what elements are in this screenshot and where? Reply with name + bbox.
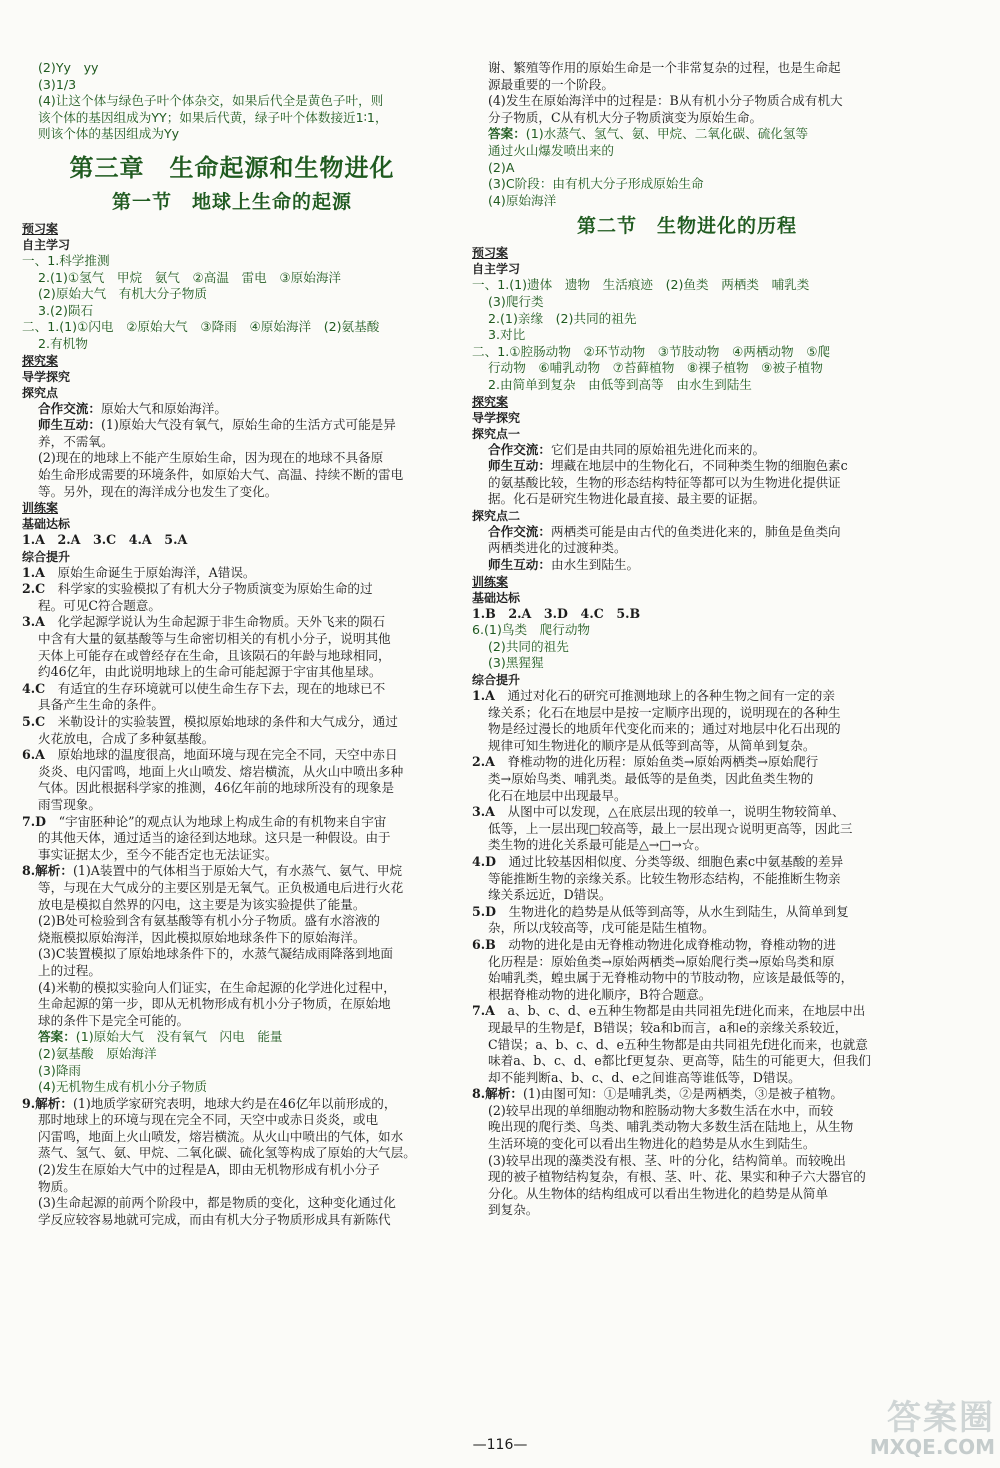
text-line: 味着a、b、c、d、e都比f更复杂、更高等，陆生的可能更大，但我们 — [488, 1053, 871, 1069]
text-line: C错误；a、b、c、d、e五种生物都是由共同祖先f进化而来，也就意 — [488, 1036, 868, 1052]
text-line: 物质。 — [38, 1178, 76, 1194]
watermark-url: MXQE.COM — [869, 1435, 995, 1459]
section-label: 训练案 — [22, 501, 59, 516]
item-key: 3.A — [22, 614, 45, 630]
text-line: (3)较早出现的藻类没有根、茎、叶的分化，结构简单。而较晚出 — [488, 1152, 846, 1168]
item-key: 5.D — [472, 903, 497, 919]
text-line: 放电是模拟自然界的闪电，这主要是为该实验提供了能量。 — [38, 896, 366, 912]
text-line: 二、1.①腔肠动物 ②环节动物 ③节肢动物 ④两栖动物 ⑤爬 — [472, 343, 831, 359]
text-line: 2.有机物 — [38, 335, 88, 351]
subsection-heading: 探究点二 — [472, 508, 521, 523]
text-line: 中含有大量的氨基酸等与生命密切相关的有机小分子，说明其他 — [38, 631, 391, 647]
text-line: 事实证据太少，至今不能否定也无法证实。 — [38, 846, 278, 862]
text-line: 分化。从生物体的结构组成可以看出生物进化的趋势是从简单 — [488, 1185, 829, 1201]
text-line: 始哺乳类，蝗虫属于无脊椎动物中的节肢动物，应该是最低等的， — [488, 970, 854, 986]
text-line: 1.A 2.A 3.C 4.A 5.A — [22, 532, 188, 548]
text-line: 天体上可能存在或曾经存在生命，且该陨石的年龄与地球相同， — [38, 647, 391, 663]
text-line: 答案：(1)原始大气 没有氧气 闪电 能量 — [38, 1029, 283, 1045]
subsection-heading: 自主学习 — [472, 262, 521, 277]
text-line: (3)降雨 — [38, 1062, 82, 1078]
watermark-mark: 答案圈 — [887, 1398, 995, 1438]
text-line: 缘关系远近，D错误。 — [488, 887, 612, 903]
item-key: 7.A — [472, 1003, 495, 1019]
text-line: 师生互动：由水生到陆生。 — [488, 557, 640, 573]
text-line: (4)发生在原始海洋中的过程是：B从有机小分子物质合成有机大 — [488, 93, 843, 109]
chapter-title: 第三章 生命起源和生物进化 — [69, 153, 395, 182]
text-line: 杂，所以戊较高等，戊可能是陆生植物。 — [488, 920, 715, 936]
text-line: 类→原始鸟类、哺乳类。最低等的是鱼类，因此鱼类生物的 — [488, 771, 814, 786]
text-line: 蒸气、氢气、氨、甲烷、二氧化碳、硫化氢等构成了原始的大气层。 — [38, 1145, 416, 1161]
text-line: 8.解析：(1)A装置中的气体相当于原始大气，有水蒸气、氨气、甲烷 — [22, 863, 403, 879]
subsection-heading: 导学探究 — [22, 369, 71, 384]
text-line: 分子物质，C从有机大分子物质演变为原始生命。 — [488, 109, 763, 125]
text-line: (2)现在的地球上不能产生原始生命，因为现在的地球不具备原 — [38, 450, 384, 466]
text-line: 的氨基酸比较，生物的形态结构特征等都可以为生物进化提供证 — [488, 474, 841, 490]
item-key: 6.A — [22, 747, 45, 763]
text-line: 9.解析：(1)地质学家研究表明，地球大约是在46亿年以前形成的， — [22, 1095, 397, 1111]
text-line: (2)Yy yy — [38, 60, 99, 75]
item-key: 5.C — [22, 714, 46, 730]
text-line: 师生互动：(1)原始大气没有氧气，原始生命的生活方式可能是异 — [38, 417, 396, 433]
text-line: 炎炎、电闪雷鸣，地面上火山喷发、熔岩横流，从火山中喷出多种 — [38, 763, 404, 779]
text-line: (4)无机物生成有机小分子物质 — [38, 1079, 207, 1095]
text-line: 规律可知生物进化的顺序是从低等到高等，从简单到复杂。 — [488, 737, 816, 753]
text-line: 师生互动：埋藏在地层中的生物化石，不同种类生物的细胞色素c — [488, 458, 848, 474]
text-line: 生活环境的变化可以看出生物进化的趋势是从水生到陆生。 — [488, 1136, 816, 1152]
item-key: 2.C — [22, 581, 46, 597]
item-key: 9.解析： — [22, 1095, 73, 1111]
text-line: 5.C 米勒设计的实验装置，模拟原始地球的条件和大气成分，通过 — [22, 714, 398, 730]
text-line: 等能推断生物的亲缘关系。比较生物形态结构，不能推断生物亲 — [488, 870, 841, 886]
text-line: 雨雪现象。 — [38, 797, 101, 812]
text-line: 两栖类进化的过渡种类。 — [488, 540, 627, 556]
item-key: 6.B — [472, 936, 496, 952]
text-line: 那时地球上的环境与现在完全不同，天空中或赤日炎炎，或电 — [38, 1112, 379, 1128]
text-line: 的其他天体，通过适当的途径到达地球。这只是一种假设。由于 — [38, 830, 391, 846]
item-key: 1.A — [472, 688, 495, 704]
section-title: 第二节 生物进化的历程 — [576, 215, 797, 238]
text-line: 5.D 生物进化的趋势是从低等到高等，从水生到陆生，从简单到复 — [472, 903, 849, 919]
text-line: 通过火山爆发喷出来的 — [488, 142, 614, 158]
text-line: 火花放电，合成了多种氨基酸。 — [38, 730, 215, 746]
text-line: 7.D “宇宙胚种论”的观点认为地球上构成生命的有机物来自宇宙 — [22, 813, 387, 829]
text-line: 化石在地层中出现最早。 — [488, 787, 627, 803]
text-line: 6.(1)鸟类 爬行动物 — [472, 622, 591, 638]
text-line: 1.B 2.A 3.D 4.C 5.B — [472, 605, 641, 621]
text-line: 程。可见C符合题意。 — [38, 597, 161, 613]
subsection-heading: 探究点一 — [472, 426, 521, 441]
subsection-heading: 综合提升 — [472, 673, 521, 688]
subsection-heading: 自主学习 — [22, 237, 71, 252]
item-key: 4.C — [22, 680, 46, 696]
text-line: 等，与现在大气成分的主要区别是无氧气。正负极通电后进行火花 — [38, 879, 404, 895]
item-key: 1.A — [22, 564, 45, 580]
text-line: 类生物的进化关系最可能是△→□→☆。 — [488, 837, 708, 853]
text-line: (3)黑猩猩 — [488, 655, 544, 671]
text-line: (3)1/3 — [38, 76, 77, 92]
text-line: (3)C装置模拟了原始地球条件下的，水蒸气凝结成雨降落到地面 — [38, 946, 393, 962]
text-line: 上的过程。 — [38, 962, 101, 978]
text-line: 却不能判断a、b、c、d、e之间谁高等谁低等，D错误。 — [488, 1069, 801, 1085]
text-line: 养，不需氧。 — [38, 433, 114, 449]
subsection-heading: 探究点 — [22, 385, 59, 400]
text-line: 气体。因此根据科学家的推测，46亿年前的地球所没有的现象是 — [38, 780, 395, 796]
text-line: 合作交流：它们是由共同的原始祖先进化而来的。 — [488, 441, 766, 457]
item-key: 合作交流： — [488, 523, 551, 539]
text-line: (2)氨基酸 原始海洋 — [38, 1045, 157, 1061]
text-line: 4.D 通过比较基因相似度、分类等级、细胞色素c中氨基酸的差异 — [472, 853, 844, 869]
text-line: 3.A 化学起源学说认为生命起源于非生命物质。天外飞来的陨石 — [22, 614, 385, 630]
text-line: 到复杂。 — [488, 1202, 539, 1218]
text-line: 3.A 从图中可以发现，△在底层出现的较单一，说明生物较简单、 — [472, 804, 845, 820]
text-line: 球的条件下是完全可能的。 — [38, 1012, 190, 1028]
text-line: 1.A 通过对化石的研究可推测地球上的各种生物之间有一定的亲 — [472, 688, 835, 704]
text-line: (2)B处可检验到含有氨基酸等有机小分子物质。盛有水溶液的 — [38, 913, 380, 929]
item-key: 4.D — [472, 853, 497, 869]
item-key: 合作交流： — [488, 441, 551, 457]
text-line: 一、1.(1)遗体 遗物 生活痕迹 (2)鱼类 两栖类 哺乳类 — [472, 277, 810, 293]
section-label: 训练案 — [472, 574, 509, 589]
text-line: 2.(1)①氢气 甲烷 氨气 ②高温 雷电 ③原始海洋 — [38, 269, 342, 285]
text-line: (3)C阶段：由有机大分子形成原始生命 — [488, 176, 704, 192]
text-line: 生命起源的第一步，即从无机物形成有机小分子物质，在原始地 — [38, 996, 391, 1012]
item-key: 7.D — [22, 813, 47, 829]
subsection-heading: 基础达标 — [472, 590, 521, 605]
subsection-heading: 综合提升 — [22, 549, 71, 564]
text-line: 2.由简单到复杂 由低等到高等 由水生到陆生 — [488, 376, 752, 392]
text-line: (2)原始大气 有机大分子物质 — [38, 286, 207, 302]
text-line: 6.B 动物的进化是由无脊椎动物进化成脊椎动物，脊椎动物的进 — [472, 936, 836, 952]
page-number: —116— — [472, 1437, 528, 1453]
text-line: 2.A 脊椎动物的进化历程：原始鱼类→原始两栖类→原始爬行 — [472, 754, 819, 770]
text-line: 据。化石是研究生物进化最直接、最主要的证据。 — [488, 491, 766, 507]
text-line: 该个体的基因组成为YY；如果后代黄，绿子叶个体数接近1∶1， — [38, 109, 388, 125]
text-line: 具备产生生命的条件。 — [38, 697, 164, 713]
text-line: 现的被子植物结构复杂，有根、茎、叶、花、果实和种子六大器官的 — [488, 1169, 866, 1185]
section-label: 预习案 — [472, 246, 509, 261]
text-line: 晚出现的爬行类、鸟类、哺乳类动物大多数生活在陆地上，从生物 — [488, 1119, 854, 1135]
text-line: 低等，上一层出现□较高等，最上一层出现☆说明更高等，因此三 — [488, 820, 853, 836]
item-key: 8.解析： — [472, 1086, 523, 1102]
text-line: 物是经过漫长的地质年代变化而来的；通过对地层中化石出现的 — [488, 721, 841, 737]
text-line: (2)较早出现的单细胞动物和腔肠动物大多数生活在水中，而较 — [488, 1102, 834, 1118]
section-title: 第一节 地球上生命的起源 — [111, 190, 352, 213]
text-line: 闪雷鸣，地面上火山喷发，熔岩横流。从火山中喷出的气体，如水 — [38, 1128, 404, 1144]
text-line: 约46亿年，由此说明地球上的生命可能起源于宇宙其他星球。 — [38, 664, 382, 680]
text-line: 现最早的生物是f，B错误；较a和b而言，a和e的亲缘关系较近， — [488, 1019, 848, 1035]
text-line: 则该个体的基因组成为Yy — [38, 126, 180, 142]
text-line: 3.(2)陨石 — [38, 302, 94, 318]
text-line: 缘关系；化石在地层中是按一定顺序出现的，说明现在的各种生 — [488, 704, 841, 720]
text-line: 7.A a、b、c、d、e五种生物都是由共同祖先f进化而来，在地层中出 — [472, 1003, 866, 1019]
text-line: 谢、繁殖等作用的原始生命是一个非常复杂的过程，也是生命起 — [488, 60, 841, 75]
text-line: 行动物 ⑥哺乳动物 ⑦苔藓植物 ⑧裸子植物 ⑨被子植物 — [488, 360, 823, 376]
text-line: 一、1.科学推测 — [22, 252, 110, 268]
text-line: 等。另外，现在的海洋成分也发生了变化。 — [38, 483, 278, 499]
item-key: 2.A — [472, 754, 495, 770]
text-line: 2.C 科学家的实验模拟了有机大分子物质演变为原始生命的过 — [22, 581, 373, 597]
left-column — [22, 60, 442, 1228]
text-line: 8.解析：(1)由图可知：①是哺乳类，②是两栖类，③是被子植物。 — [472, 1086, 844, 1102]
item-key: 师生互动： — [488, 458, 551, 474]
text-line: 始生命形成需要的环境条件，如原始大气、高温、持续不断的雷电 — [38, 466, 404, 482]
text-line: 6.A 原始地球的温度很高，地面环境与现在完全不同，天空中赤日 — [22, 747, 398, 763]
item-key: 答案： — [488, 126, 526, 142]
text-line: (4)原始海洋 — [488, 192, 557, 208]
text-line: 3.对比 — [488, 327, 526, 343]
section-label: 探究案 — [472, 394, 509, 409]
text-line: (2)发生在原始大气中的过程是A，即由无机物形成有机小分子 — [38, 1162, 380, 1178]
section-label: 探究案 — [22, 353, 59, 368]
item-key: 师生互动： — [38, 417, 101, 433]
text-line: 2.(1)亲缘 (2)共同的祖先 — [488, 310, 637, 326]
text-line: 化历程是：原始鱼类→原始两栖类→原始爬行类→原始鸟类和原 — [488, 953, 835, 969]
text-line: 二、1.(1)①闪电 ②原始大气 ③降雨 ④原始海洋 (2)氨基酸 — [22, 319, 380, 335]
text-line: 合作交流：原始大气和原始海洋。 — [38, 400, 227, 416]
watermark-logo — [845, 1400, 995, 1464]
text-line: (4)米勒的模拟实验向人们证实，在生命起源的化学进化过程中， — [38, 979, 396, 995]
text-line: 源最重要的一个阶段。 — [488, 76, 614, 92]
text-line: (3)爬行类 — [488, 293, 544, 309]
text-line: 烧瓶模拟原始海洋，因此模拟原始地球条件下的原始海洋。 — [38, 929, 366, 945]
text-line: 答案：(1)水蒸气、氢气、氨、甲烷、二氧化碳、硫化氢等 — [488, 126, 809, 142]
text-line: 合作交流：两栖类可能是由古代的鱼类进化来的，肺鱼是鱼类向 — [488, 523, 841, 539]
section-label: 预习案 — [22, 221, 59, 236]
item-key: 8.解析： — [22, 863, 73, 879]
item-key: 3.A — [472, 804, 495, 820]
text-line: 1.A 原始生命诞生于原始海洋，A错误。 — [22, 564, 256, 580]
right-column — [472, 60, 902, 1219]
text-line: 学反应较容易地就可完成，而由有机大分子物质形成具有新陈代 — [38, 1211, 391, 1227]
text-line: (3)生命起源的前两个阶段中，都是物质的变化，这种变化通过化 — [38, 1195, 396, 1211]
text-line: (2)A — [488, 159, 515, 175]
item-key: 合作交流： — [38, 400, 101, 416]
text-line: 根据脊椎动物的进化顺序，B符合题意。 — [488, 986, 712, 1002]
item-key: 答案： — [38, 1029, 76, 1045]
text-line: 4.C 有适宜的生存环境就可以使生命生存下去，现在的地球已不 — [22, 680, 386, 696]
text-line: (4)让这个体与绿色子叶个体杂交，如果后代全是黄色子叶，则 — [38, 93, 384, 109]
text-line: (2)共同的祖先 — [488, 638, 569, 654]
subsection-heading: 基础达标 — [22, 517, 71, 532]
subsection-heading: 导学探究 — [472, 410, 521, 425]
item-key: 师生互动： — [488, 557, 551, 573]
